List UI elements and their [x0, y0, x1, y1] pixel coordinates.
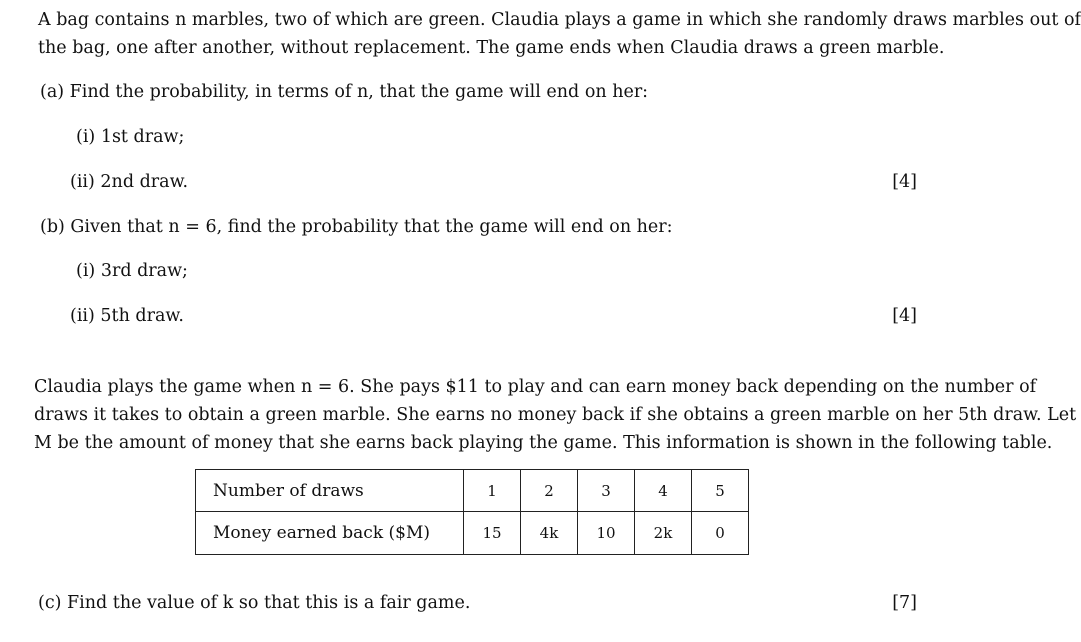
table-row-money [196, 512, 749, 555]
table-cell: 10 [578, 512, 635, 555]
part-b-marks: [4] [892, 306, 917, 326]
part-a-stem: (a) Find the probability, in terms of n, that the game will end on her: [40, 82, 649, 102]
row-header-draws: Number of draws [196, 470, 464, 512]
draws-money-table [195, 469, 749, 555]
table-cell: 15 [464, 512, 521, 555]
part-c-marks: [7] [892, 593, 917, 613]
part-a-marks: [4] [892, 172, 917, 192]
table-cell: 1 [464, 470, 521, 512]
part-b-stem: (b) Given that n = 6, find the probability that the game will end on her: [40, 217, 673, 237]
table-cell: 4k [521, 512, 578, 555]
scenario-line-3: M be the amount of money that she earns back playing the game. This information is shown in the following table. [34, 433, 1053, 453]
part-b-i: (i) 3rd draw; [76, 261, 188, 281]
table-row-draws [196, 470, 749, 512]
scenario-line-2: draws it takes to obtain a green marble. She earns no money back if she obtains a green marble on her 5th draw. Let [34, 405, 1077, 425]
intro-line-1: A bag contains n marbles, two of which are green. Claudia plays a game in which she randomly draws marbles out of [38, 10, 1081, 30]
table-cell: 2 [521, 470, 578, 512]
table-cell: 2k [635, 512, 692, 555]
intro-line-2: the bag, one after another, without replacement. The game ends when Claudia draws a green marble. [38, 38, 945, 58]
part-a-i: (i) 1st draw; [76, 127, 185, 147]
part-c-stem: (c) Find the value of k so that this is a fair game. [38, 593, 471, 613]
table-cell: 4 [635, 470, 692, 512]
table-cell: 5 [692, 470, 749, 512]
scenario-line-1: Claudia plays the game when n = 6. She pays $11 to play and can earn money back depending on the number of [34, 377, 1037, 397]
table-cell: 3 [578, 470, 635, 512]
table-cell: 0 [692, 512, 749, 555]
row-header-money: Money earned back ($M) [196, 512, 464, 555]
part-b-ii: (ii) 5th draw. [70, 306, 184, 326]
part-a-ii: (ii) 2nd draw. [70, 172, 189, 192]
